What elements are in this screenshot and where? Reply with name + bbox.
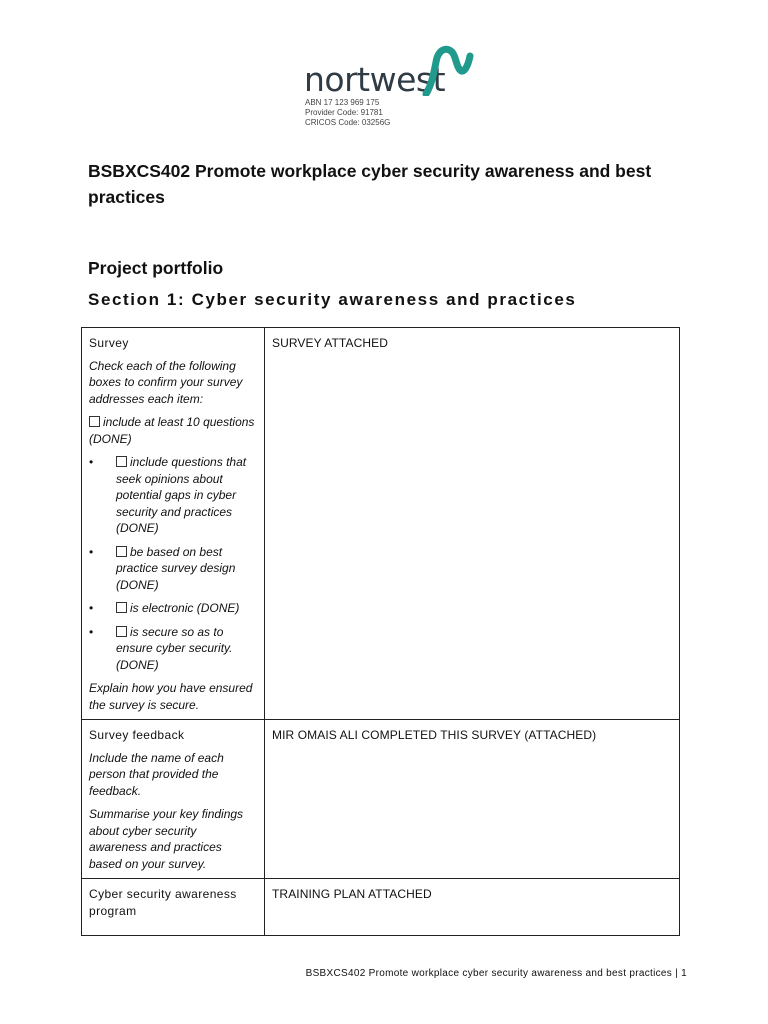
document-title: BSBXCS402 Promote workplace cyber security awareness and best practices <box>88 161 652 207</box>
program-response-cell[interactable]: TRAINING PLAN ATTACHED <box>265 879 680 936</box>
survey-intro: Check each of the following boxes to confirm your survey addresses each item: <box>89 358 243 406</box>
bullet-icon: • <box>89 601 94 615</box>
feedback-response-cell[interactable]: MIR OMAIS ALI COMPLETED THIS SURVEY (ATTACHED) <box>265 720 680 879</box>
table-row-survey-feedback <box>82 720 680 879</box>
checkbox-icon[interactable] <box>89 416 100 427</box>
survey-closing: Explain how you have ensured the survey is secure. <box>89 681 253 712</box>
checkbox-icon[interactable] <box>116 602 127 613</box>
checklist-item <box>89 454 257 537</box>
checklist-item <box>89 544 257 594</box>
checklist-item-text: is electronic (DONE) <box>130 601 240 615</box>
checklist-item <box>89 624 257 674</box>
nortwest-logo <box>304 44 474 128</box>
feedback-note: Summarise your key findings about cyber security awareness and practices based on your survey. <box>89 807 244 871</box>
checklist-item <box>89 600 257 617</box>
abn-text: ABN 17 123 969 175 <box>305 98 380 107</box>
feedback-instructions-cell <box>82 720 265 879</box>
logo-wordmark: nortwest <box>304 60 446 99</box>
bullet-icon: • <box>89 624 94 639</box>
cricos-code-text: CRICOS Code: 03256G <box>305 118 391 127</box>
table-row-survey <box>82 328 680 720</box>
project-portfolio-heading: Project portfolio <box>88 258 224 278</box>
checklist <box>89 454 257 673</box>
checkbox-icon[interactable] <box>116 546 127 557</box>
portfolio-table <box>81 327 680 936</box>
checklist-item-text: include at least 10 questions (DONE) <box>89 415 255 446</box>
row-label: Survey feedback <box>89 728 185 742</box>
table-row-awareness-program <box>82 879 680 936</box>
row-label: Cyber security awareness program <box>89 887 237 918</box>
row-label: Survey <box>89 336 129 350</box>
survey-instructions-cell <box>82 328 265 720</box>
bullet-icon: • <box>89 455 94 469</box>
provider-code-text: Provider Code: 91781 <box>305 108 383 117</box>
checklist-item-text: be based on best practice survey design (DONE) <box>116 544 236 592</box>
checklist-item-text: include questions that seek opinions about potential gaps in cyber security and practices (DONE) <box>116 455 247 535</box>
feedback-note: Include the name of each person that provided the feedback. <box>89 750 224 798</box>
logo-swoosh-icon <box>422 44 474 96</box>
survey-response-cell[interactable]: SURVEY ATTACHED <box>265 328 680 720</box>
program-instructions-cell <box>82 879 265 936</box>
bullet-icon: • <box>89 544 94 559</box>
section-heading: Section 1: Cyber security awareness and practices <box>88 290 577 309</box>
checkbox-icon[interactable] <box>116 626 127 637</box>
page-footer: BSBXCS402 Promote workplace cyber security awareness and best practices | 1 <box>305 968 687 979</box>
checklist-item-text: is secure so as to ensure cyber security. (DONE) <box>116 624 233 672</box>
checkbox-icon[interactable] <box>116 456 127 467</box>
checklist-item <box>89 414 257 447</box>
logo-registration <box>305 98 390 128</box>
